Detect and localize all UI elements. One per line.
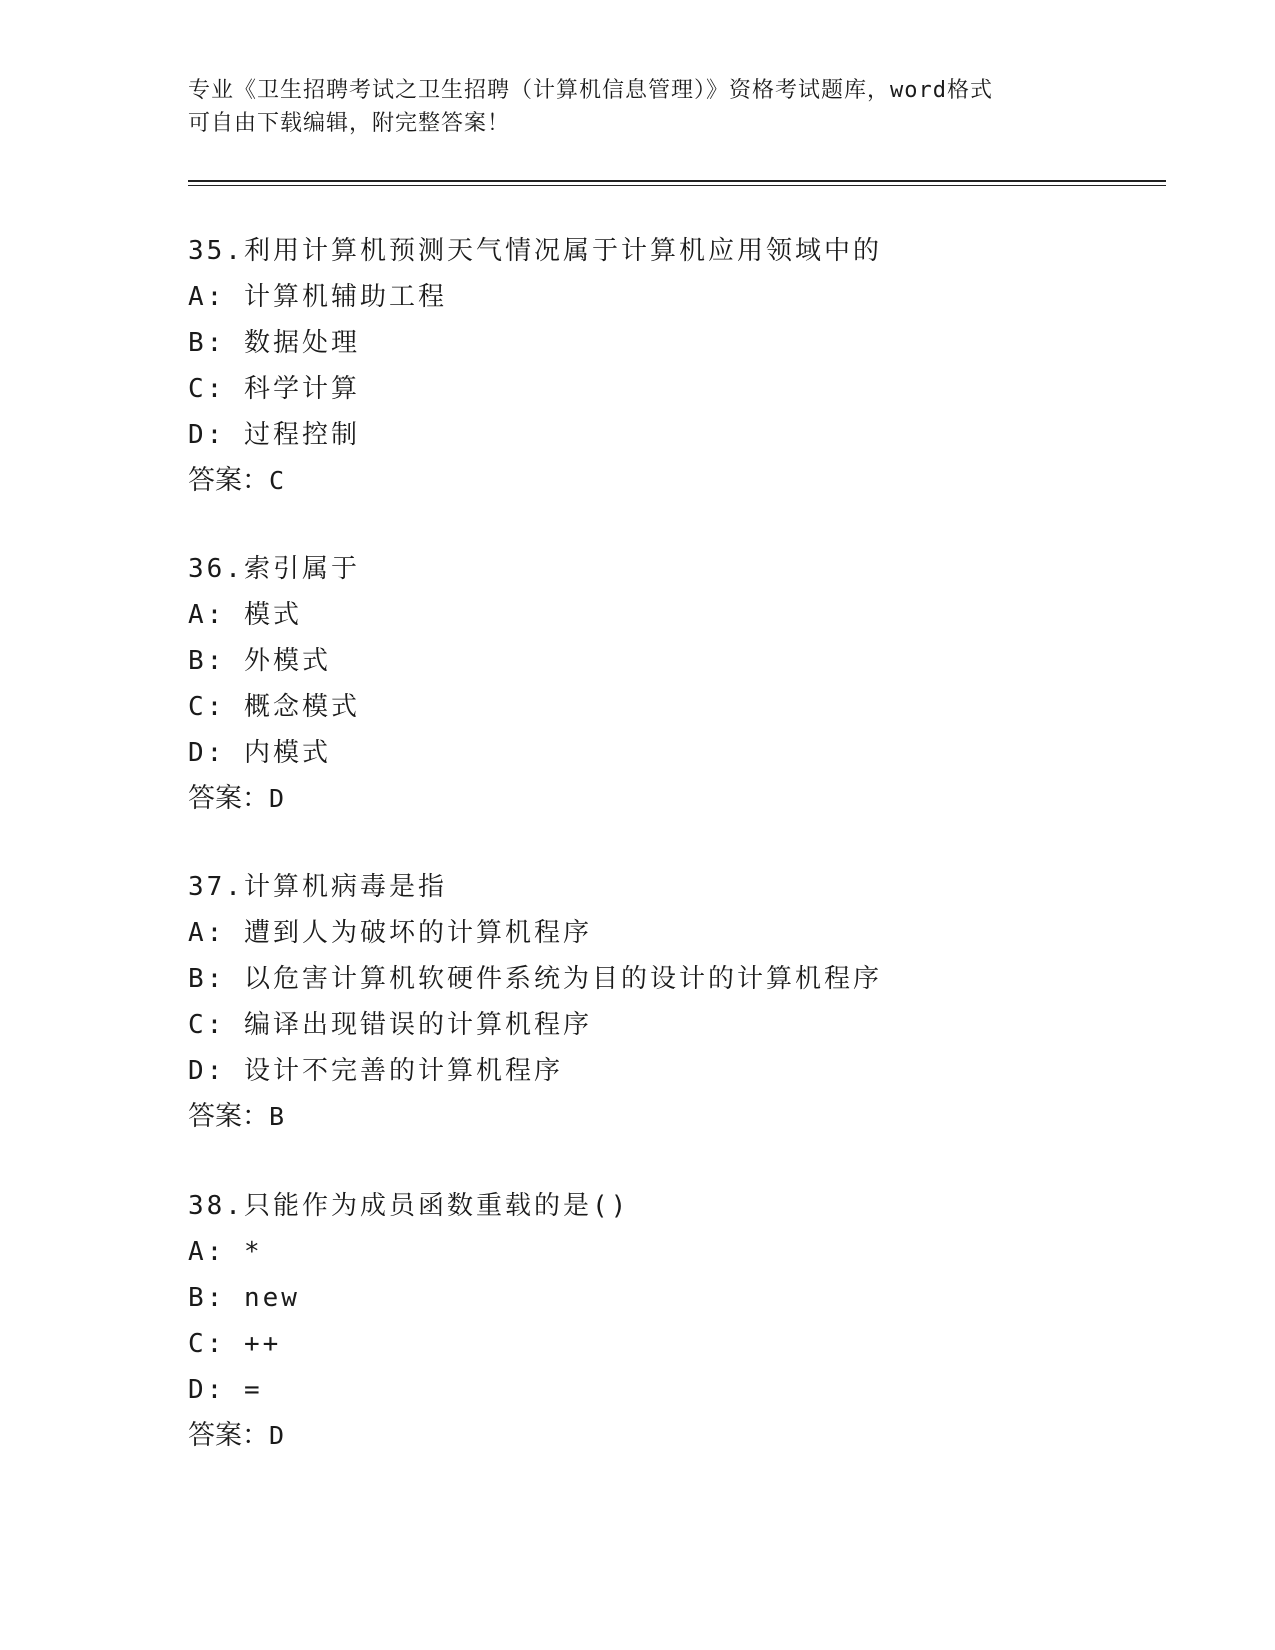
option-a: A: 模式 [188, 600, 302, 630]
option-a: A: 遭到人为破坏的计算机程序 [188, 918, 592, 948]
question-37 [188, 864, 1188, 1140]
option-b: B: 数据处理 [188, 328, 360, 358]
option-d: D: = [188, 1375, 263, 1405]
header-divider-top [188, 180, 1166, 182]
option-d: D: 过程控制 [188, 420, 360, 450]
option-b: B: new [188, 1283, 300, 1313]
option-c: C: 概念模式 [188, 692, 360, 722]
option-a: A: * [188, 1237, 263, 1267]
option-a: A: 计算机辅助工程 [188, 282, 447, 312]
answer-label: 答案： [188, 465, 269, 496]
option-c: C: 科学计算 [188, 374, 360, 404]
question-stem: 36.索引属于 [188, 554, 360, 584]
question-35 [188, 228, 1188, 504]
answer-value: D [269, 1421, 285, 1450]
answer-label: 答案： [188, 1420, 269, 1451]
question-stem: 37.计算机病毒是指 [188, 872, 447, 902]
option-b: B: 外模式 [188, 646, 331, 676]
option-d: D: 设计不完善的计算机程序 [188, 1056, 563, 1086]
answer-line [188, 776, 1188, 822]
answer-value: C [269, 466, 285, 495]
question-36 [188, 546, 1188, 822]
header-line-1: 专业《卫生招聘考试之卫生招聘（计算机信息管理）》资格考试题库，word格式 [188, 78, 993, 103]
question-stem: 38.只能作为成员函数重载的是() [188, 1191, 630, 1221]
answer-label: 答案： [188, 1101, 269, 1132]
answer-line [188, 458, 1188, 504]
answer-value: B [269, 1102, 285, 1131]
answer-line [188, 1413, 1188, 1459]
option-c: C: ++ [188, 1329, 282, 1359]
option-b: B: 以危害计算机软硬件系统为目的设计的计算机程序 [188, 964, 882, 994]
question-38 [188, 1183, 1188, 1459]
header-divider-bottom [188, 185, 1166, 186]
document-header [188, 74, 1088, 140]
header-line-2: 可自由下载编辑，附完整答案！ [188, 111, 511, 136]
answer-line [188, 1094, 1188, 1140]
answer-label: 答案： [188, 783, 269, 814]
question-stem: 35.利用计算机预测天气情况属于计算机应用领域中的 [188, 236, 882, 266]
option-c: C: 编译出现错误的计算机程序 [188, 1010, 592, 1040]
option-d: D: 内模式 [188, 738, 331, 768]
answer-value: D [269, 784, 285, 813]
